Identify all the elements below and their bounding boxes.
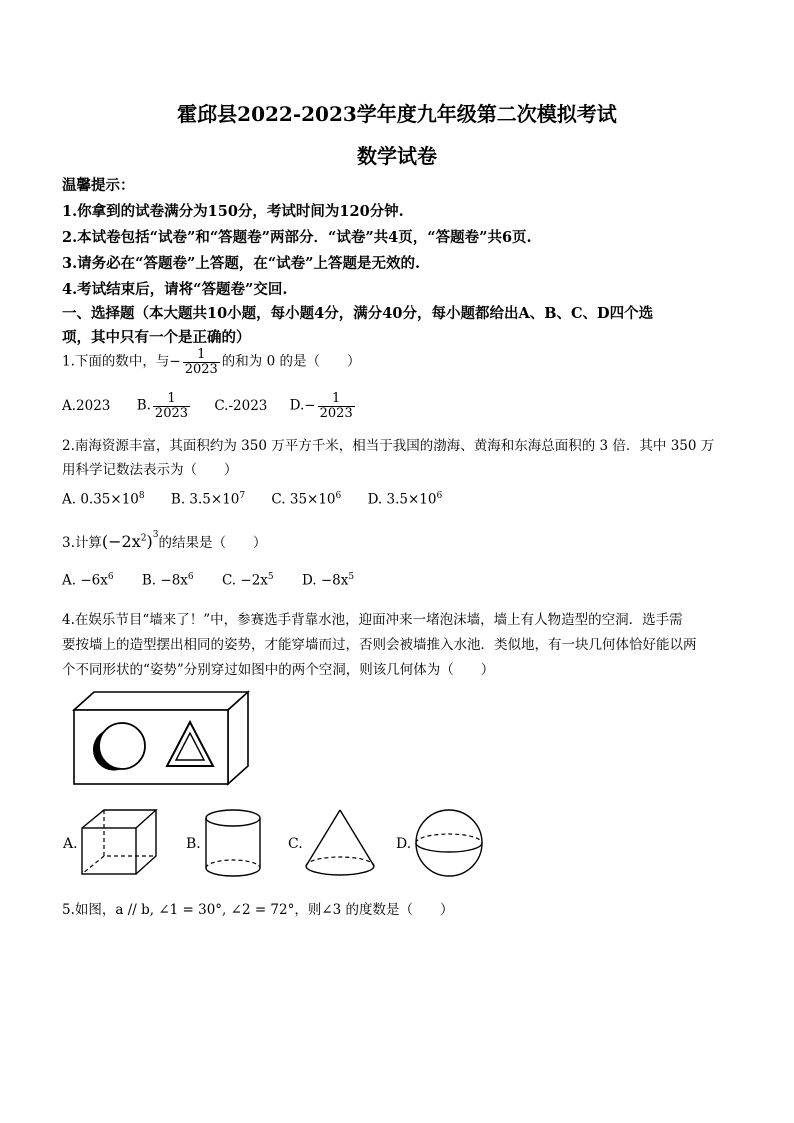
q3-opta-exp: 6 — [107, 572, 114, 582]
section-heading-line1: 一、选择题（本大题共10小题，每小题4分，满分40分，每小题都给出A、B、C、D四个选 — [62, 305, 654, 322]
q1-option-b-fraction — [153, 392, 190, 420]
question-4-line3: 个不同形状的“姿势”分别穿过如图中的两个空洞，则该几何体为（ ） — [62, 662, 495, 678]
question-4-line1: 4.在娱乐节目“墙来了！”中，参赛选手背靠水池，迎面冲来一堵泡沫墙，墙上有人物造型的空洞．选手需 — [62, 612, 683, 628]
q3-option-d[interactable] — [302, 572, 354, 589]
q1-pre: 1.下面的数中，与− — [62, 353, 181, 370]
q3-options — [62, 572, 354, 589]
q1-options — [62, 392, 357, 420]
cylinder-figure[interactable] — [202, 806, 264, 882]
q3-optb-text: B. −8x — [141, 572, 188, 589]
q3-optc-exp: 5 — [267, 572, 274, 582]
q2-option-a[interactable] — [62, 491, 145, 508]
q1-option-d-fraction — [318, 392, 355, 420]
sphere-figure[interactable] — [412, 806, 486, 880]
q2-optc-exp: 6 — [335, 491, 342, 501]
q1-optd-num: 1 — [318, 392, 355, 407]
q4-label-a[interactable]: A. — [63, 836, 78, 852]
question-2-line1: 2.南海资源丰富，其面积约为 350 万平方千米，相当于我国的渤海、黄海和东海总面积的 3 倍．其中 350 万 — [62, 438, 715, 454]
q2-option-b[interactable] — [171, 491, 245, 508]
exam-title: 霍邱县2022-2023学年度九年级第二次模拟考试 — [177, 102, 617, 126]
q3-optb-exp: 6 — [187, 572, 194, 582]
section-heading-line2: 项，其中只有一个是正确的） — [62, 329, 251, 346]
tip-4: 4.考试结束后，请将“答题卷”交回. — [62, 281, 288, 298]
q2-options — [62, 491, 442, 508]
cone-figure[interactable] — [302, 806, 378, 882]
q1-optd-den: 2023 — [319, 405, 353, 421]
q1-optb-num: 1 — [153, 392, 190, 407]
q4-label-d[interactable]: D. — [396, 836, 412, 852]
q2-optd-text: D. 3.5×10 — [367, 491, 437, 508]
q2-opta-exp: 8 — [138, 491, 145, 501]
q3-pre: 3.计算 — [62, 535, 102, 551]
q3-optd-exp: 5 — [348, 572, 355, 582]
question-1 — [62, 348, 360, 376]
q3-option-a[interactable] — [62, 572, 114, 589]
q1-option-c[interactable]: C.-2023 — [214, 397, 268, 414]
q1-fraction — [183, 348, 220, 376]
q3-option-c[interactable] — [222, 572, 274, 589]
q1-den: 2023 — [184, 361, 218, 377]
question-2-line2: 用科学记数法表示为（ ） — [62, 462, 238, 478]
question-5: 5.如图，a // b, ∠1 = 30°, ∠2 = 72°，则∠3 的度数是（ ） — [62, 902, 454, 918]
q2-optb-exp: 7 — [239, 491, 246, 501]
q3-optd-text: D. −8x — [301, 572, 349, 589]
q2-optb-text: B. 3.5×10 — [170, 491, 240, 508]
q3-expr: (−2x — [101, 532, 141, 551]
q3-expr-exp: 2 — [140, 533, 147, 544]
tip-2: 2.本试卷包括“试卷”和“答题卷”两部分．“试卷”共4页，“答题卷”共6页. — [62, 229, 532, 246]
q2-optd-exp: 6 — [436, 491, 443, 501]
q4-label-c[interactable]: C. — [288, 836, 303, 852]
q2-option-c[interactable] — [271, 491, 341, 508]
cube-figure[interactable] — [78, 806, 160, 878]
q3-outer-exp: 3 — [152, 529, 159, 540]
q3-option-b[interactable] — [142, 572, 194, 589]
q2-option-d[interactable] — [368, 491, 443, 508]
q1-option-b-label: B. — [136, 397, 151, 414]
q1-option-a[interactable]: A.2023 — [62, 397, 111, 414]
q3-optc-text: C. −2x — [221, 572, 268, 589]
tip-3: 3.请务必在“答题卷”上答题，在“试卷”上答题是无效的. — [62, 255, 421, 272]
q2-opta-text: A. 0.35×10 — [62, 491, 139, 508]
q1-post: 的和为 0 的是（ ） — [221, 353, 361, 370]
q2-optc-text: C. 35×10 — [271, 491, 336, 508]
tips-heading: 温馨提示： — [62, 177, 135, 194]
wall-with-holes-figure — [70, 688, 252, 788]
q1-option-d[interactable] — [290, 392, 357, 420]
q1-optb-den: 2023 — [154, 405, 189, 421]
question-3 — [62, 531, 266, 551]
q3-post: 的结果是（ ） — [158, 535, 267, 551]
q3-opta-text: A. −6x — [62, 572, 108, 589]
q3-expr-close: ) — [146, 532, 153, 551]
q3-expression — [101, 529, 159, 551]
exam-subtitle: 数学试卷 — [357, 144, 437, 168]
q1-num: 1 — [183, 348, 220, 363]
q1-option-b[interactable] — [137, 392, 192, 420]
q4-label-b[interactable]: B. — [186, 836, 201, 852]
q1-option-d-label: D.− — [289, 397, 316, 414]
tip-1: 1.你拿到的试卷满分为150分，考试时间为120分钟. — [62, 203, 404, 220]
question-4-line2: 要按墙上的造型摆出相同的姿势，才能穿墙而过，否则会被墙推入水池．类似地，有一块几何体恰好能以两 — [62, 637, 697, 653]
